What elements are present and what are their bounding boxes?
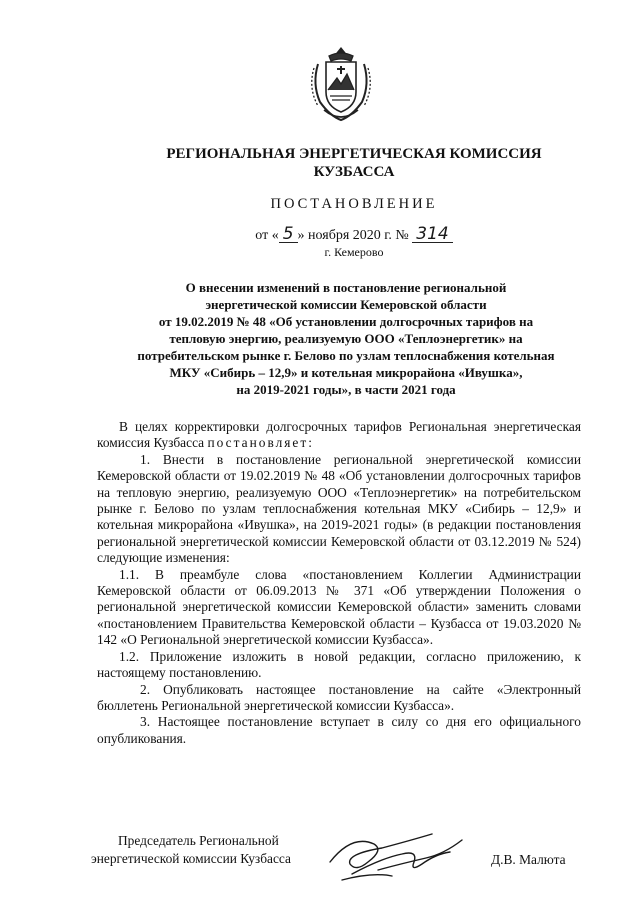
signatory-name: Д.В. Малюта	[491, 852, 566, 867]
date-line	[80, 224, 628, 244]
signatory-title-line2: энергетической комиссии Кузбасса	[91, 851, 291, 866]
organization-name-line1: РЕГИОНАЛЬНАЯ ЭНЕРГЕТИЧЕСКАЯ КОМИССИЯ	[166, 146, 542, 162]
paragraph-1-2: 1.2. Приложение изложить в новой редакции, согласно приложению, к настоящему постановлению.	[97, 648, 581, 681]
date-prefix: от «	[255, 228, 279, 243]
paragraph-1-1: 1.1. В преамбуле слова «постановлением Коллегии Администрации Кемеровской области от 06.09.2013 № 371 «Об утверждении Положения о региональной энергетической комиссии Кемеровской области» заменить словами «постановлением Правительства Кемеровской области – Кузбасса от 19.03.2020 № 142 «О Региональной энергетической комиссии Кузбасса».	[97, 566, 581, 648]
title-line: тепловую энергию, реализуемую ООО «Теплоэнергетик» на	[169, 331, 523, 346]
document-body	[97, 419, 581, 747]
signatory-title-line1: Председатель Региональной	[118, 833, 279, 848]
title-line: потребительском рынке г. Белово по узлам теплоснабжения котельная	[137, 348, 555, 363]
title-line: энергетической комиссии Кемеровской области	[205, 297, 487, 312]
coat-of-arms-emblem	[304, 44, 378, 124]
intro-spaced-word: постановляет:	[207, 435, 314, 451]
document-number-handwritten: 314	[412, 227, 452, 243]
city: г. Кемерово	[324, 245, 384, 259]
title-line: на 2019-2021 годы», в части 2021 года	[236, 382, 456, 397]
organization-name-line2: КУЗБАССА	[313, 164, 395, 180]
title-line: от 19.02.2019 № 48 «Об установлении долгосрочных тарифов на	[158, 314, 534, 329]
document-title	[96, 279, 596, 398]
intro-paragraph	[97, 419, 581, 452]
paragraph-2: 2. Опубликовать настоящее постановление на сайте «Электронный бюллетень Региональной энергетической комиссии Кузбасса».	[97, 681, 581, 713]
date-day-handwritten: 5	[279, 227, 298, 243]
document-type: ПОСТАНОВЛЕНИЕ	[270, 196, 438, 212]
paragraph-3: 3. Настоящее постановление вступает в силу со дня его официального опубликования.	[97, 714, 581, 746]
title-line: МКУ «Сибирь – 12,9» и котельная микрорайона «Ивушка»,	[169, 365, 523, 380]
date-rest: » ноября 2020 г. №	[297, 228, 409, 243]
handwritten-signature	[322, 814, 472, 884]
paragraph-1: 1. Внести в постановление региональной энергетической комиссии Кемеровской области от 19.02.2019 № 48 «Об установлении долгосрочных тарифов на тепловую энергию, реализуемую ООО «Теплоэнергетик» на потребительском рынке г. Белово по узлам теплоснабжения котельная МКУ «Сибирь – 12,9» и котельная микрорайона «Ивушка», на 2019-2021 годы» (в редакции постановления региональной энергетической комиссии Кемеровской области от 03.12.2019 № 524) следующие изменения:	[97, 451, 581, 566]
title-line: О внесении изменений в постановление региональной	[185, 280, 507, 295]
intro-text: В целях корректировки долгосрочных тарифов Региональная энергетическая комиссия Кузбасса	[97, 419, 581, 451]
